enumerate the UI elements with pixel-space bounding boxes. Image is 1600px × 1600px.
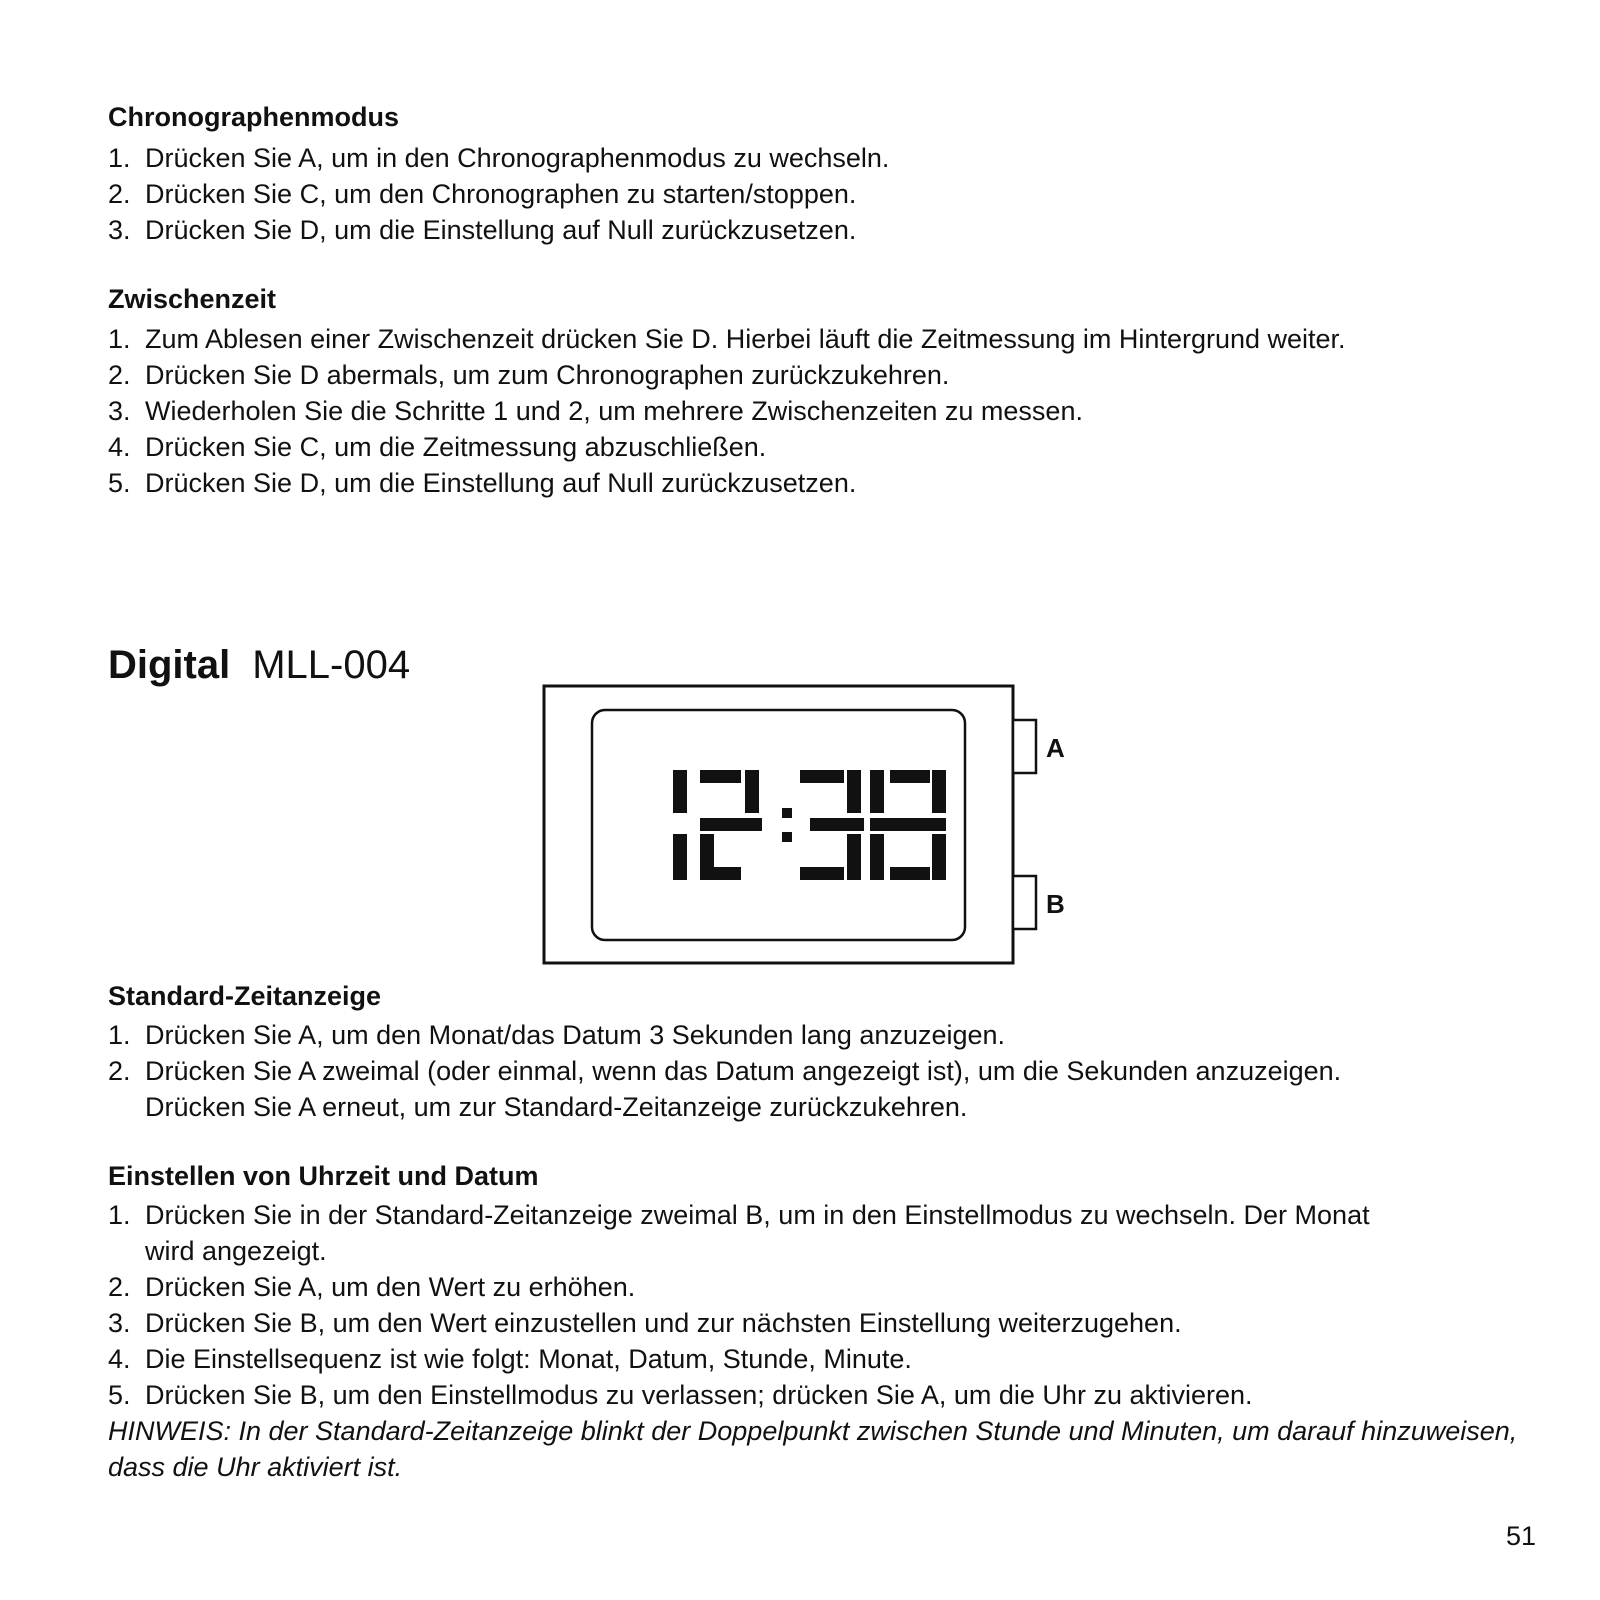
list-item — [108, 1053, 1341, 1125]
item-number: 5. — [108, 1380, 131, 1410]
item-text: Drücken Sie in der Standard-Zeitanzeige zweimal B, um in den Einstellmodus zu wechseln. Der Monat — [145, 1200, 1370, 1230]
standard-list — [108, 1017, 1341, 1125]
list-item — [108, 1341, 1370, 1377]
item-number: 4. — [108, 1344, 131, 1374]
note-text: HINWEIS: In der Standard-Zeitanzeige blinkt der Doppelpunkt zwischen Stunde und Minuten, um darauf hinzuweisen, dass die Uhr aktiviert ist. — [108, 1416, 1518, 1482]
item-number: 2. — [108, 360, 131, 390]
item-text: Drücken Sie A, um den Monat/das Datum 3 Sekunden lang anzuzeigen. — [145, 1020, 1006, 1050]
list-item — [108, 1197, 1370, 1269]
item-text: Drücken Sie D, um die Einstellung auf Null zurückzusetzen. — [145, 215, 857, 245]
item-text: Drücken Sie A, um den Wert zu erhöhen. — [145, 1272, 636, 1302]
item-number: 3. — [108, 396, 131, 426]
item-text: Drücken Sie C, um den Chronographen zu starten/stoppen. — [145, 179, 857, 209]
list-item — [108, 1377, 1370, 1413]
item-number: 3. — [108, 1308, 131, 1338]
list-item — [108, 1305, 1370, 1341]
list-item — [108, 1017, 1341, 1053]
setting-heading: Einstellen von Uhrzeit und Datum — [108, 1161, 539, 1191]
setting-list — [108, 1197, 1370, 1413]
item-number: 2. — [108, 179, 131, 209]
button-b-label: B — [1046, 889, 1065, 919]
list-item — [108, 1269, 1370, 1305]
item-text-continued: wird angezeigt. — [145, 1236, 327, 1266]
item-number: 2. — [108, 1272, 131, 1302]
button-a-label: A — [1046, 733, 1065, 763]
split-heading: Zwischenzeit — [108, 284, 277, 314]
chrono-heading: Chronographenmodus — [108, 102, 399, 132]
item-text: Drücken Sie D abermals, um zum Chronographen zurückzukehren. — [145, 360, 950, 390]
item-text: Drücken Sie A zweimal (oder einmal, wenn das Datum angezeigt ist), um die Sekunden anzuzeigen. — [145, 1056, 1342, 1086]
model-code: MLL-004 — [252, 643, 411, 687]
standard-heading: Standard-Zeitanzeige — [108, 981, 382, 1011]
button-a[interactable] — [1013, 720, 1036, 773]
item-text: Drücken Sie D, um die Einstellung auf Null zurückzusetzen. — [145, 468, 857, 498]
item-number: 5. — [108, 468, 131, 498]
item-number: 4. — [108, 432, 131, 462]
item-number: 2. — [108, 1056, 131, 1086]
item-text: Zum Ablesen einer Zwischenzeit drücken Sie D. Hierbei läuft die Zeitmessung im Hintergrund weiter. — [145, 324, 1346, 354]
item-number: 1. — [108, 1200, 131, 1230]
page-number: 51 — [1506, 1521, 1537, 1551]
item-text: Drücken Sie A, um in den Chronographenmodus zu wechseln. — [145, 143, 890, 173]
button-b[interactable] — [1013, 876, 1036, 929]
item-text: Wiederholen Sie die Schritte 1 und 2, um mehrere Zwischenzeiten zu messen. — [145, 396, 1083, 426]
model-title-bold: Digital — [108, 643, 231, 687]
item-text: Drücken Sie B, um den Einstellmodus zu verlassen; drücken Sie A, um die Uhr zu aktivieren. — [145, 1380, 1253, 1410]
item-number: 1. — [108, 143, 131, 173]
item-text-continued: Drücken Sie A erneut, um zur Standard-Zeitanzeige zurückzukehren. — [145, 1092, 968, 1122]
item-number: 3. — [108, 215, 131, 245]
item-number: 1. — [108, 324, 131, 354]
item-number: 1. — [108, 1020, 131, 1050]
item-text: Drücken Sie C, um die Zeitmessung abzuschließen. — [145, 432, 767, 462]
item-text: Drücken Sie B, um den Wert einzustellen und zur nächsten Einstellung weiterzugehen. — [145, 1308, 1182, 1338]
item-text: Die Einstellsequenz ist wie folgt: Monat, Datum, Stunde, Minute. — [145, 1344, 912, 1374]
